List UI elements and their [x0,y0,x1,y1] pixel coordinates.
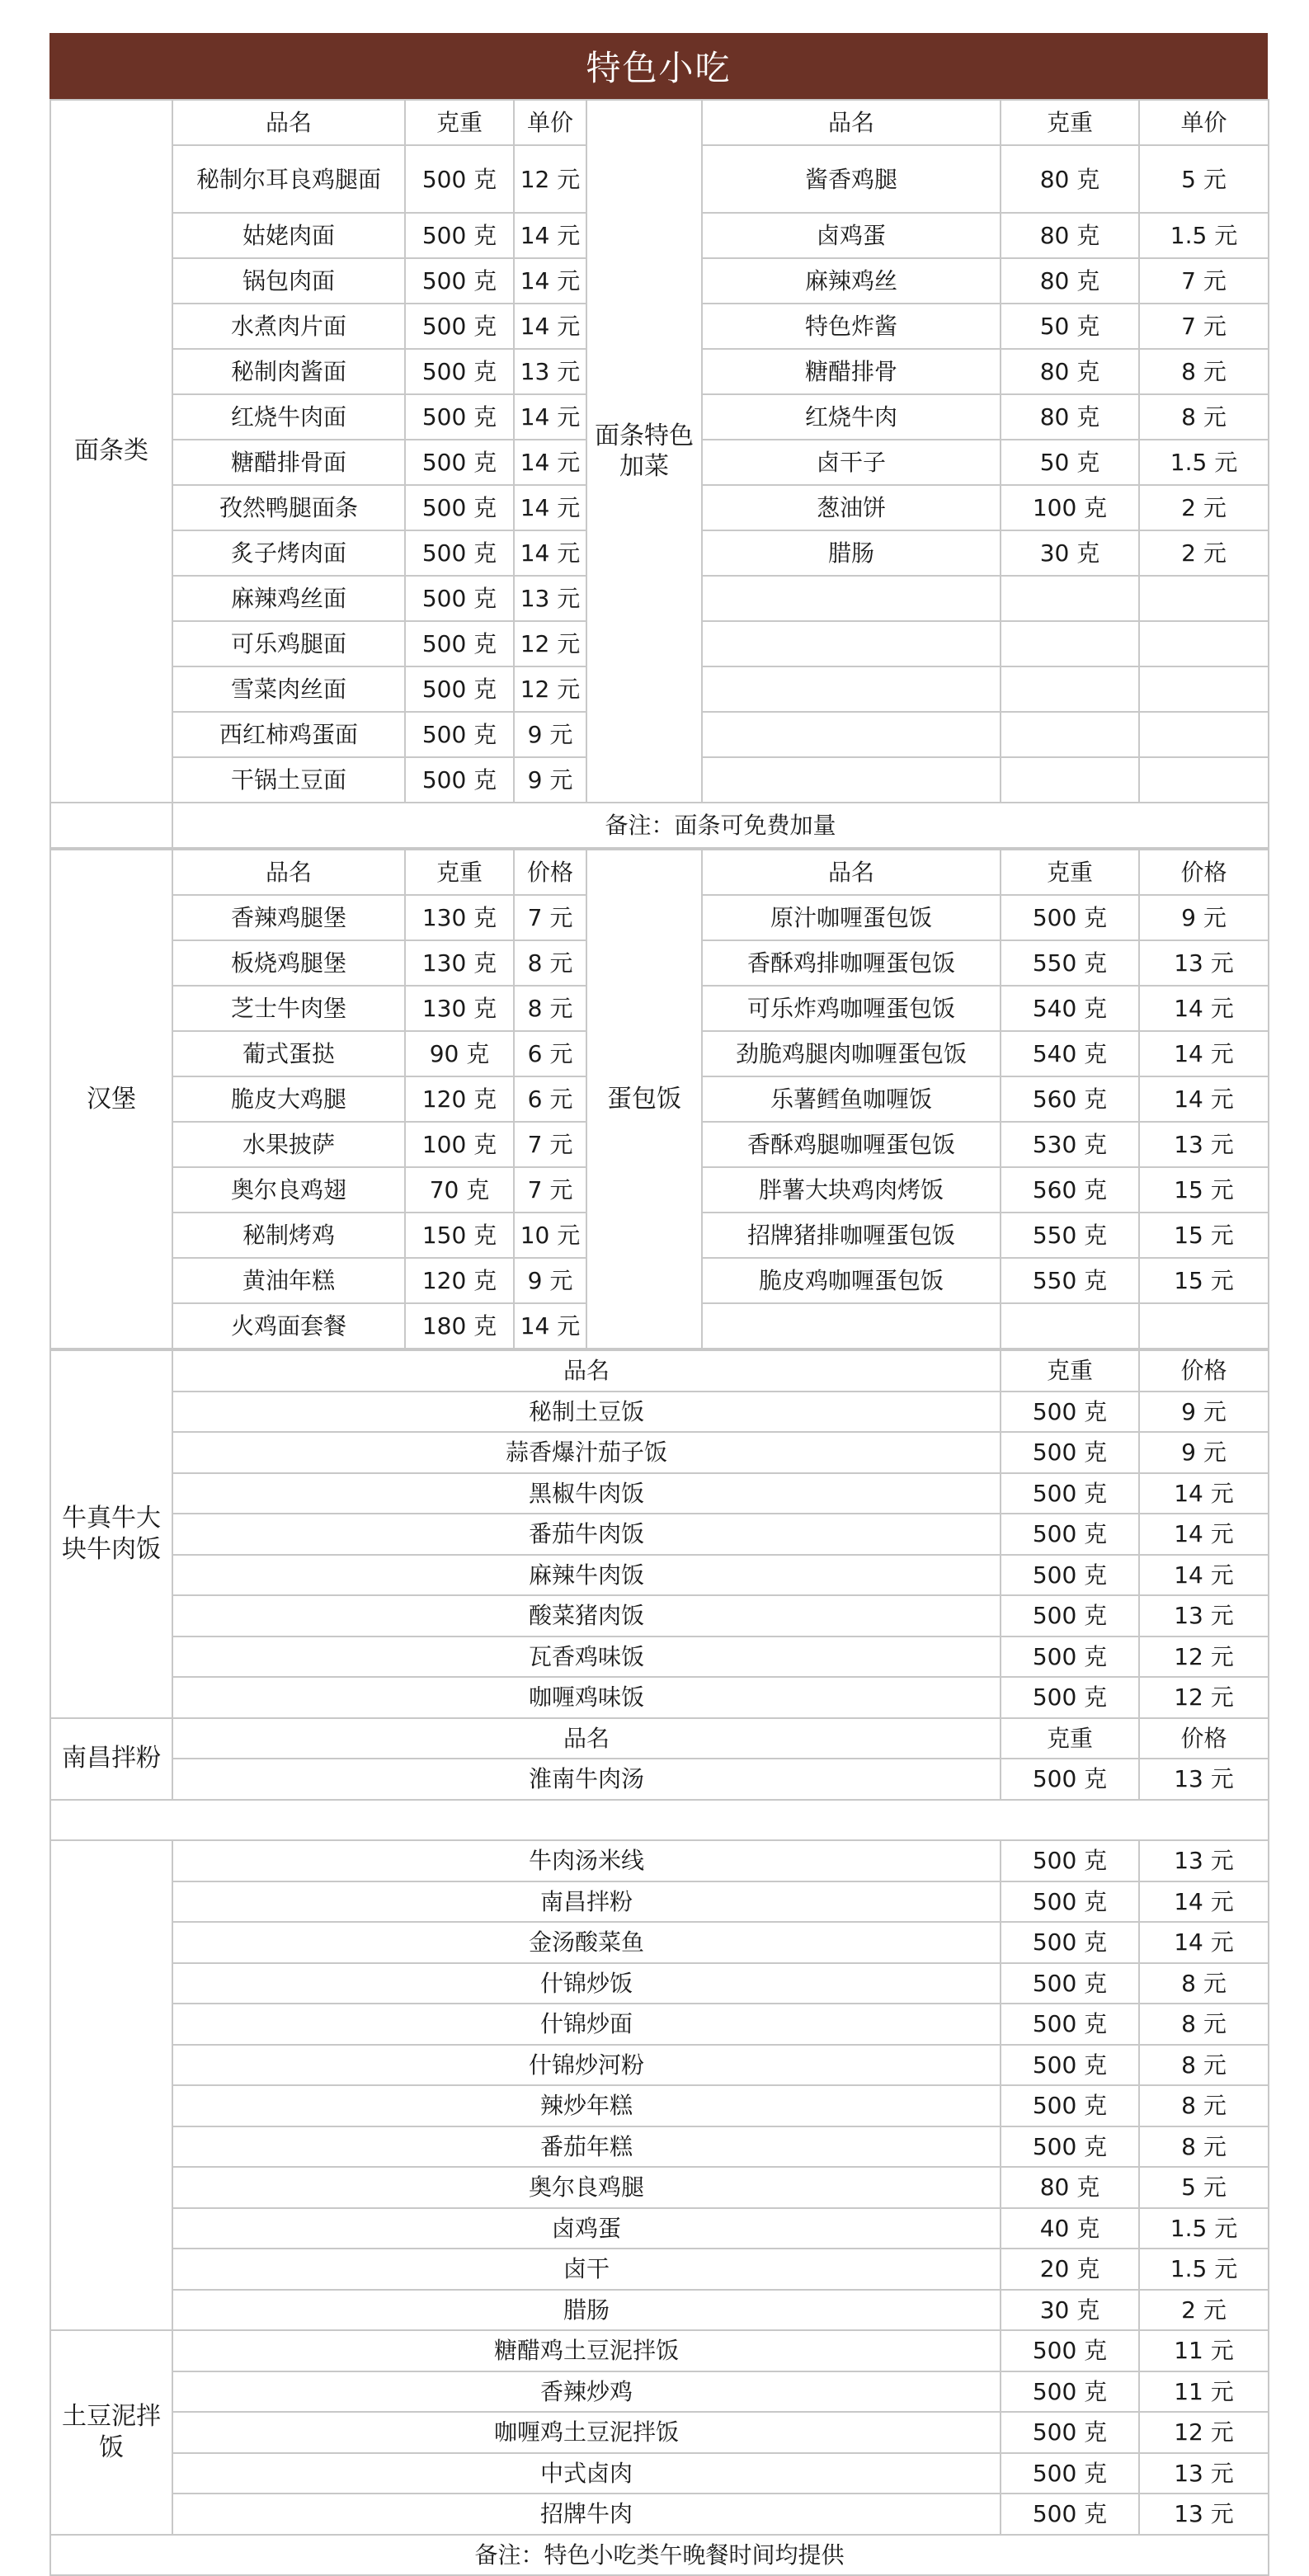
empty-cell [702,1303,1001,1349]
table-row [50,1350,1269,1392]
item-weight: 500 克 [1001,1759,1139,1800]
item-weight: 500 克 [1001,2330,1139,2371]
item-name: 黑椒牛肉饭 [172,1473,1001,1514]
item-weight: 500 克 [1001,1432,1139,1473]
category-label: 汉堡 [50,850,172,1349]
table-row [50,1963,1269,2004]
item-weight: 30 克 [1001,530,1139,576]
item-name: 胖薯大块鸡肉烤饭 [702,1167,1001,1213]
item-weight: 40 克 [1001,2208,1139,2249]
item-weight: 500 克 [405,304,514,349]
item-price: 9 元 [1139,1432,1269,1473]
item-weight: 500 克 [405,621,514,666]
empty-cell [50,803,172,848]
item-price: 11 元 [1139,2330,1269,2371]
item-price: 1.5 元 [1139,213,1269,258]
item-name: 奥尔良鸡翅 [172,1167,405,1213]
item-name: 香酥鸡腿咖喱蛋包饭 [702,1122,1001,1167]
item-weight: 500 克 [1001,1881,1139,1923]
item-name: 雪菜肉丝面 [172,666,405,712]
item-weight: 80 克 [1001,145,1139,213]
item-weight: 80 克 [1001,349,1139,394]
item-price: 9 元 [1139,895,1269,940]
item-weight: 130 克 [405,940,514,986]
item-price: 7 元 [1139,304,1269,349]
empty-cell [702,666,1001,712]
item-price: 8 元 [1139,2004,1269,2045]
item-price: 8 元 [1139,2045,1269,2086]
item-weight: 540 克 [1001,986,1139,1031]
item-price: 2 元 [1139,530,1269,576]
item-name: 麻辣牛肉饭 [172,1555,1001,1596]
item-name: 卤鸡蛋 [702,213,1001,258]
empty-cell [702,757,1001,803]
item-price: 14 元 [1139,1031,1269,1076]
item-price: 2 元 [1139,2290,1269,2331]
item-name: 酸菜猪肉饭 [172,1595,1001,1636]
item-price: 13 元 [1139,940,1269,986]
item-name: 红烧牛肉 [702,394,1001,440]
item-weight: 500 克 [1001,1677,1139,1718]
rice-section [49,1349,1269,2576]
item-weight: 80 克 [1001,258,1139,304]
item-weight: 500 克 [405,440,514,485]
item-price: 14 元 [1139,1555,1269,1596]
table-row [50,2085,1269,2126]
item-weight: 130 克 [405,986,514,1031]
item-name: 乐薯鳕鱼咖喱饭 [702,1076,1001,1122]
table-row [50,2045,1269,2086]
item-name: 奥尔良鸡腿 [172,2167,1001,2208]
column-header: 品名 [702,100,1001,145]
table-row [50,2167,1269,2208]
footer-note: 备注：特色小吃类午晚餐时间均提供 [50,2535,1269,2576]
item-name: 卤干 [172,2249,1001,2290]
item-price: 14 元 [1139,1473,1269,1514]
item-name: 南昌拌粉 [172,1881,1001,1923]
table-row [50,2290,1269,2331]
item-price: 9 元 [514,1258,586,1303]
item-weight: 530 克 [1001,1122,1139,1167]
table-row [50,2371,1269,2413]
column-header: 克重 [405,850,514,895]
column-header: 价格 [514,850,586,895]
empty-cell [702,712,1001,757]
table-row [50,2453,1269,2494]
table-row [50,2126,1269,2168]
table-row [50,1677,1269,1718]
burger-section [49,849,1269,1349]
empty-cell [1139,576,1269,621]
item-price: 14 元 [514,530,586,576]
column-header: 单价 [1139,100,1269,145]
column-header: 品名 [172,1350,1001,1392]
item-name: 招牌牛肉 [172,2494,1001,2535]
empty-cell [1139,1303,1269,1349]
item-name: 锅包肉面 [172,258,405,304]
item-weight: 30 克 [1001,2290,1139,2331]
item-weight: 500 克 [1001,895,1139,940]
column-header: 品名 [172,100,405,145]
item-weight: 550 克 [1001,940,1139,986]
item-price: 13 元 [1139,1122,1269,1167]
item-weight: 500 克 [1001,1963,1139,2004]
column-header: 克重 [1001,850,1139,895]
item-name: 卤鸡蛋 [172,2208,1001,2249]
item-weight: 500 克 [1001,1922,1139,1963]
item-price: 12 元 [514,666,586,712]
item-name: 板烧鸡腿堡 [172,940,405,986]
item-price: 13 元 [514,349,586,394]
item-name: 姑姥肉面 [172,213,405,258]
item-price: 12 元 [1139,1636,1269,1678]
item-weight: 500 克 [405,394,514,440]
empty-cell [1001,712,1139,757]
item-weight: 540 克 [1001,1031,1139,1076]
item-price: 6 元 [514,1031,586,1076]
item-weight: 500 克 [1001,2494,1139,2535]
column-header: 克重 [405,100,514,145]
table-row [50,2535,1269,2576]
empty-cell [1139,621,1269,666]
item-price: 14 元 [1139,1076,1269,1122]
column-header: 价格 [1139,1350,1269,1392]
empty-cell [1001,757,1139,803]
item-weight: 50 克 [1001,440,1139,485]
item-price: 8 元 [1139,394,1269,440]
item-name: 辣炒年糕 [172,2085,1001,2126]
item-name: 麻辣鸡丝面 [172,576,405,621]
item-price: 5 元 [1139,2167,1269,2208]
item-price: 12 元 [1139,1677,1269,1718]
table-row [50,803,1269,848]
item-name: 瓦香鸡味饭 [172,1636,1001,1678]
table-row [50,2494,1269,2535]
item-price: 1.5 元 [1139,2249,1269,2290]
item-weight: 500 克 [1001,2126,1139,2168]
item-name: 可乐鸡腿面 [172,621,405,666]
item-weight: 500 克 [405,258,514,304]
empty-cell [702,576,1001,621]
item-weight: 550 克 [1001,1213,1139,1258]
item-weight: 500 克 [405,712,514,757]
item-weight: 500 克 [1001,1636,1139,1678]
item-price: 9 元 [1139,1392,1269,1433]
table-row [50,1881,1269,1923]
item-price: 14 元 [1139,986,1269,1031]
table-row [50,1555,1269,1596]
item-name: 蒜香爆汁茄子饭 [172,1432,1001,1473]
item-name: 糖醋排骨 [702,349,1001,394]
empty-cell [1139,712,1269,757]
item-price: 13 元 [514,576,586,621]
column-header: 品名 [702,850,1001,895]
table-row [50,1514,1269,1555]
noodle-note: 备注：面条可免费加量 [172,803,1269,848]
item-weight: 500 克 [1001,2085,1139,2126]
item-price: 8 元 [1139,1963,1269,2004]
item-price: 8 元 [1139,2085,1269,2126]
item-price: 13 元 [1139,2453,1269,2494]
item-weight: 80 克 [1001,394,1139,440]
item-weight: 100 克 [405,1122,514,1167]
item-weight: 120 克 [405,1258,514,1303]
item-name: 香酥鸡排咖喱蛋包饭 [702,940,1001,986]
item-name: 什锦炒饭 [172,1963,1001,2004]
item-name: 番茄年糕 [172,2126,1001,2168]
category-label: 南昌拌粉 [50,1718,172,1800]
table-row [50,1473,1269,1514]
table-row [50,2004,1269,2045]
item-weight: 500 克 [1001,2045,1139,2086]
item-weight: 100 克 [1001,485,1139,530]
item-name: 葱油饼 [702,485,1001,530]
table-row [50,1392,1269,1433]
item-price: 10 元 [514,1213,586,1258]
item-name: 牛肉汤米线 [172,1840,1001,1881]
table-row [50,1636,1269,1678]
item-price: 12 元 [514,145,586,213]
item-price: 12 元 [514,621,586,666]
noodle-section [49,99,1269,849]
empty-cell [50,1840,172,2330]
item-name: 黄油年糕 [172,1258,405,1303]
item-price: 14 元 [1139,1881,1269,1923]
column-header: 克重 [1001,1350,1139,1392]
item-price: 7 元 [514,1122,586,1167]
table-row [50,2249,1269,2290]
category-label: 土豆泥拌饭 [50,2330,172,2535]
item-name: 酱香鸡腿 [702,145,1001,213]
item-price: 15 元 [1139,1167,1269,1213]
item-weight: 500 克 [1001,1392,1139,1433]
item-price: 7 元 [514,1167,586,1213]
item-price: 14 元 [1139,1514,1269,1555]
column-header: 品名 [172,1718,1001,1759]
empty-cell [1139,666,1269,712]
item-weight: 500 克 [1001,2004,1139,2045]
item-weight: 500 克 [1001,1840,1139,1881]
item-weight: 500 克 [405,757,514,803]
item-price: 14 元 [1139,1922,1269,1963]
item-name: 劲脆鸡腿肉咖喱蛋包饭 [702,1031,1001,1076]
item-name: 番茄牛肉饭 [172,1514,1001,1555]
item-price: 13 元 [1139,1840,1269,1881]
item-price: 9 元 [514,757,586,803]
item-weight: 80 克 [1001,2167,1139,2208]
item-price: 8 元 [514,940,586,986]
item-price: 13 元 [1139,1595,1269,1636]
item-price: 14 元 [514,304,586,349]
item-weight: 70 克 [405,1167,514,1213]
category-label: 面条特色加菜 [586,100,702,803]
column-header: 克重 [1001,1718,1139,1759]
table-row [50,100,1269,145]
item-weight: 560 克 [1001,1167,1139,1213]
item-name: 干锅土豆面 [172,757,405,803]
column-header: 品名 [172,850,405,895]
item-name: 原汁咖喱蛋包饭 [702,895,1001,940]
item-name: 香辣鸡腿堡 [172,895,405,940]
item-price: 14 元 [514,440,586,485]
table-row [50,1718,1269,1759]
item-price: 1.5 元 [1139,440,1269,485]
table-row [50,2330,1269,2371]
item-name: 特色炸酱 [702,304,1001,349]
item-weight: 500 克 [405,349,514,394]
empty-cell [1001,621,1139,666]
item-name: 糖醋排骨面 [172,440,405,485]
item-weight: 500 克 [1001,2371,1139,2413]
item-price: 14 元 [514,1303,586,1349]
table-row [50,1759,1269,1800]
item-name: 秘制土豆饭 [172,1392,1001,1433]
item-name: 秘制烤鸡 [172,1213,405,1258]
item-name: 招牌猪排咖喱蛋包饭 [702,1213,1001,1258]
item-price: 8 元 [1139,349,1269,394]
table-row [50,1840,1269,1881]
item-weight: 550 克 [1001,1258,1139,1303]
item-name: 淮南牛肉汤 [172,1759,1001,1800]
item-weight: 150 克 [405,1213,514,1258]
item-weight: 180 克 [405,1303,514,1349]
item-weight: 560 克 [1001,1076,1139,1122]
item-name: 麻辣鸡丝 [702,258,1001,304]
item-name: 香辣炒鸡 [172,2371,1001,2413]
item-price: 14 元 [514,258,586,304]
item-name: 金汤酸菜鱼 [172,1922,1001,1963]
item-weight: 500 克 [405,213,514,258]
item-name: 腊肠 [702,530,1001,576]
empty-cell [1001,576,1139,621]
item-price: 12 元 [1139,2412,1269,2453]
table-row [50,850,1269,895]
item-name: 可乐炸鸡咖喱蛋包饭 [702,986,1001,1031]
item-price: 14 元 [514,213,586,258]
item-name: 火鸡面套餐 [172,1303,405,1349]
item-weight: 50 克 [1001,304,1139,349]
item-price: 5 元 [1139,145,1269,213]
menu-sheet [49,33,1268,2576]
item-weight: 500 克 [1001,1595,1139,1636]
item-name: 秘制肉酱面 [172,349,405,394]
empty-cell [702,621,1001,666]
item-weight: 500 克 [1001,1555,1139,1596]
item-price: 15 元 [1139,1213,1269,1258]
table-row [50,1922,1269,1963]
table-row [50,1595,1269,1636]
item-name: 秘制尔耳良鸡腿面 [172,145,405,213]
item-price: 9 元 [514,712,586,757]
item-name: 什锦炒河粉 [172,2045,1001,2086]
item-price: 7 元 [514,895,586,940]
item-weight: 500 克 [1001,1473,1139,1514]
item-name: 水果披萨 [172,1122,405,1167]
table-row [50,1800,1269,1841]
item-name: 什锦炒面 [172,2004,1001,2045]
item-weight: 500 克 [405,576,514,621]
item-weight: 90 克 [405,1031,514,1076]
item-name: 腊肠 [172,2290,1001,2331]
item-price: 14 元 [514,485,586,530]
table-row [50,2208,1269,2249]
category-label: 面条类 [50,100,172,803]
category-label: 蛋包饭 [586,850,702,1349]
item-price: 8 元 [1139,2126,1269,2168]
item-weight: 500 克 [1001,2453,1139,2494]
page-title: 特色小吃 [49,33,1268,99]
item-weight: 500 克 [405,145,514,213]
column-header: 克重 [1001,100,1139,145]
item-weight: 500 克 [405,666,514,712]
item-name: 咖喱鸡味饭 [172,1677,1001,1718]
item-name: 脆皮鸡咖喱蛋包饭 [702,1258,1001,1303]
item-price: 13 元 [1139,1759,1269,1800]
item-name: 糖醋鸡土豆泥拌饭 [172,2330,1001,2371]
item-price: 2 元 [1139,485,1269,530]
item-name: 炙子烤肉面 [172,530,405,576]
item-name: 葡式蛋挞 [172,1031,405,1076]
item-name: 脆皮大鸡腿 [172,1076,405,1122]
item-weight: 20 克 [1001,2249,1139,2290]
item-price: 15 元 [1139,1258,1269,1303]
section-gap [50,1800,1269,1841]
item-weight: 500 克 [1001,1514,1139,1555]
item-price: 8 元 [514,986,586,1031]
item-price: 6 元 [514,1076,586,1122]
item-price: 13 元 [1139,2494,1269,2535]
empty-cell [1001,666,1139,712]
empty-cell [1001,1303,1139,1349]
table-row [50,2412,1269,2453]
item-name: 孜然鸭腿面条 [172,485,405,530]
table-row [50,1432,1269,1473]
item-name: 红烧牛肉面 [172,394,405,440]
item-name: 咖喱鸡土豆泥拌饭 [172,2412,1001,2453]
item-weight: 500 克 [405,530,514,576]
column-header: 单价 [514,100,586,145]
item-price: 14 元 [514,394,586,440]
item-weight: 500 克 [405,485,514,530]
item-name: 西红柿鸡蛋面 [172,712,405,757]
item-weight: 500 克 [1001,2412,1139,2453]
item-name: 卤干子 [702,440,1001,485]
item-weight: 130 克 [405,895,514,940]
item-name: 中式卤肉 [172,2453,1001,2494]
item-weight: 80 克 [1001,213,1139,258]
item-name: 水煮肉片面 [172,304,405,349]
item-name: 芝士牛肉堡 [172,986,405,1031]
empty-cell [1139,757,1269,803]
column-header: 价格 [1139,850,1269,895]
item-weight: 120 克 [405,1076,514,1122]
item-price: 11 元 [1139,2371,1269,2413]
column-header: 价格 [1139,1718,1269,1759]
category-label: 牛真牛大块牛肉饭 [50,1350,172,1718]
item-price: 1.5 元 [1139,2208,1269,2249]
item-price: 7 元 [1139,258,1269,304]
